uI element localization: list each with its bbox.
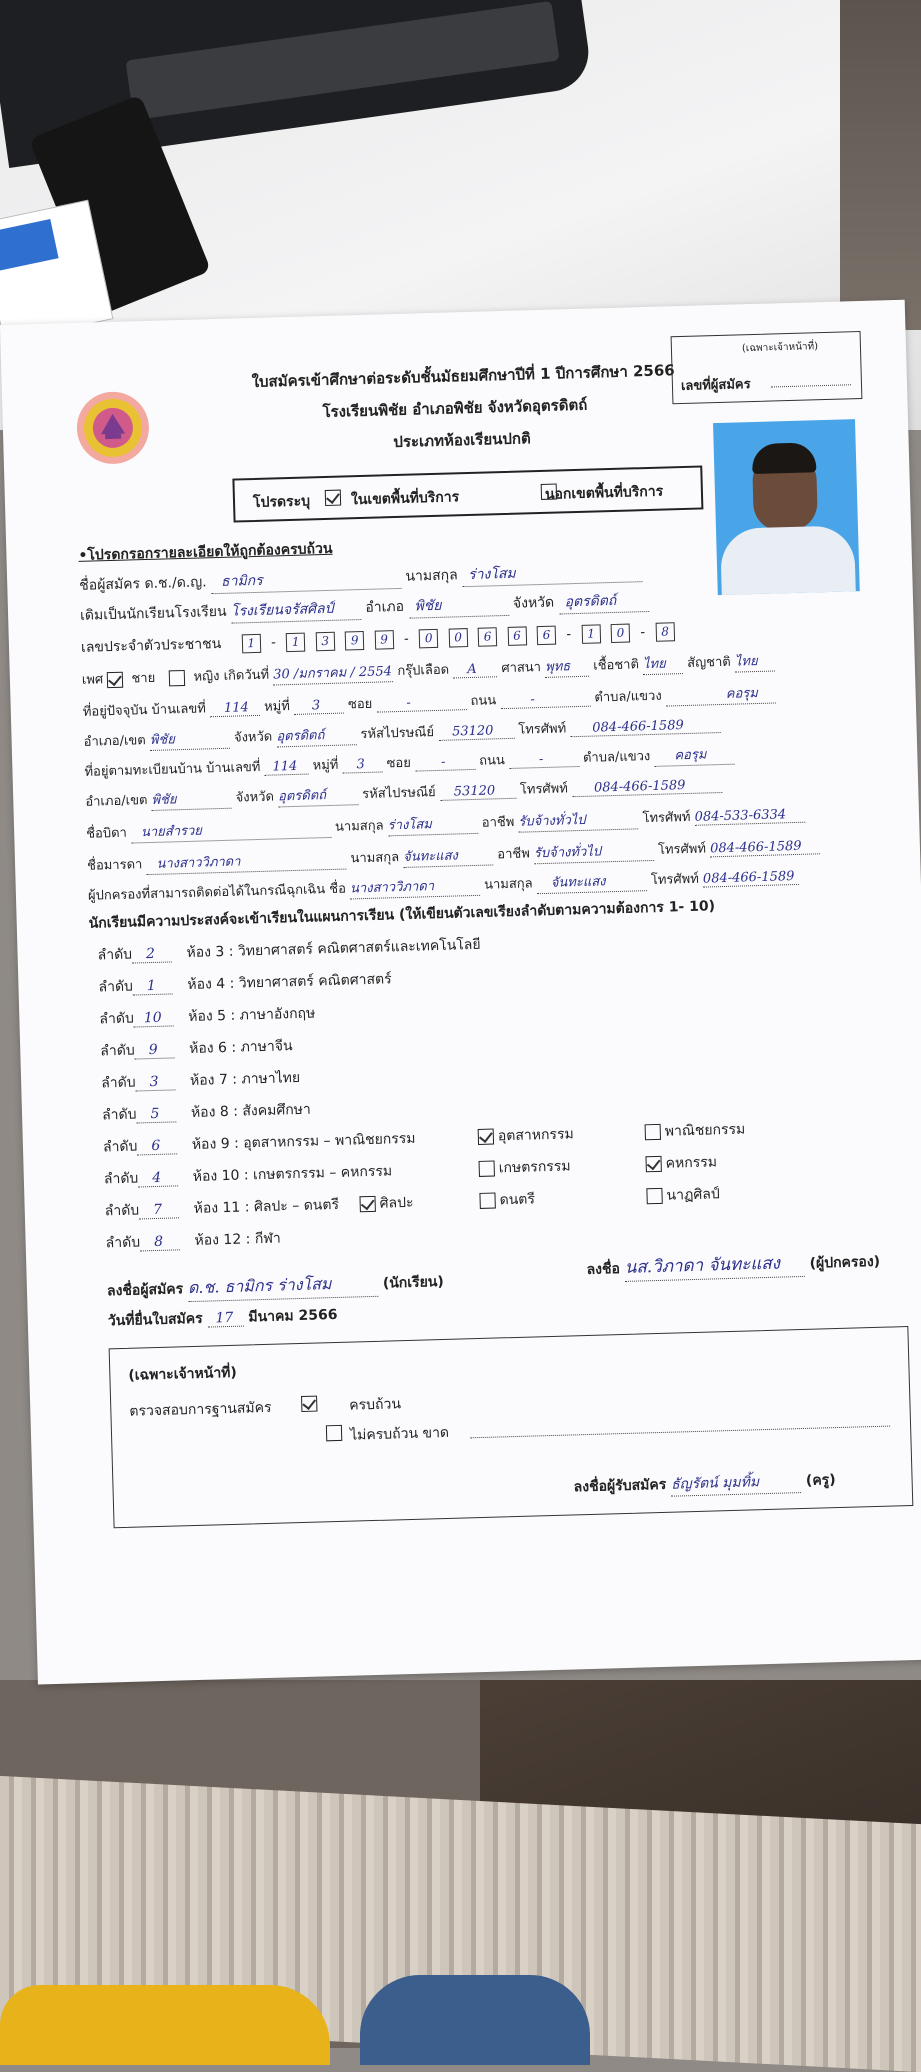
preference-room: ห้อง 6 : ภาษาจีน xyxy=(188,1038,293,1057)
opt-commerce xyxy=(644,1119,745,1144)
preference-row xyxy=(103,1128,416,1159)
order-label: ลำดับ xyxy=(97,946,133,964)
id-digit[interactable]: 0 xyxy=(448,628,468,648)
applicant-signature: ด.ช. ธามิกร ร่างโสม xyxy=(188,1271,379,1302)
father-surname: ร่างโสม xyxy=(387,812,478,837)
id-digit[interactable]: 6 xyxy=(537,626,557,646)
gender-label: เพศ xyxy=(81,672,104,688)
applicant-no-label: เลขที่ผู้สมัคร xyxy=(680,377,751,395)
art-label: ศิลปะ xyxy=(379,1194,414,1212)
preference-row xyxy=(98,968,392,998)
road: - xyxy=(500,691,590,710)
father-label: ชื่อบิดา xyxy=(86,825,128,842)
preference-rank[interactable]: 7 xyxy=(139,1201,179,1219)
guardian-signature-row xyxy=(586,1247,880,1283)
applicant-no-field xyxy=(771,384,851,387)
nationality-label: สัญชาติ xyxy=(686,654,731,671)
order-label: ลำดับ xyxy=(100,1042,135,1060)
order-label: ลำดับ xyxy=(98,978,134,996)
soi: - xyxy=(376,694,466,713)
first-name: ธามิกร xyxy=(211,566,402,594)
mother-label: ชื่อมารดา xyxy=(86,857,143,874)
opt-industry xyxy=(478,1123,574,1148)
opt-art xyxy=(359,1192,413,1215)
prev-school: โรงเรียนจรัสศิลป์ xyxy=(231,597,362,624)
incomplete-label: ไม่ครบถ้วน ขาด xyxy=(349,1424,450,1444)
background-shadow xyxy=(840,0,921,330)
guardian-phone: 084-466-1589 xyxy=(703,869,799,888)
id-label: เลขประจำตัวประชาชน xyxy=(80,635,222,656)
industry-checkbox[interactable] xyxy=(478,1129,494,1145)
yellow-fabric xyxy=(0,1985,330,2065)
school-name: โรงเรียนพิชัย อำเภอพิชัย จังหวัดอุตรดิตถ์ xyxy=(322,395,588,422)
preferences-heading: นักเรียนมีความประสงค์จะเข้าเรียนในแผนการเรียน (ให้เขียนตัวเลขเรียงลำดับตามความต้องการ 1- 10) xyxy=(88,898,716,932)
preference-rank[interactable]: 2 xyxy=(132,945,172,963)
preference-room: ห้อง 10 : เกษตรกรรม – คหกรรม xyxy=(192,1163,393,1185)
guardian-phone-label: โทรศัพท์ xyxy=(650,871,700,889)
birth-date: 30 /มกราคม / 2554 xyxy=(273,660,394,685)
commerce-label: พาณิชยกรรม xyxy=(664,1121,746,1140)
order-label: ลำดับ xyxy=(101,1106,137,1124)
moo: 3 xyxy=(294,698,344,715)
mother-job: รับจ้างทั่วไป xyxy=(534,839,655,864)
registry-province: อุตรดิตถ์ xyxy=(278,783,359,807)
postcode-label: รหัสไปรษณีย์ xyxy=(360,725,435,743)
incomplete-reason-field xyxy=(470,1426,890,1439)
id-row xyxy=(81,620,681,659)
registry-road: - xyxy=(509,751,579,769)
soi-label: ซอย xyxy=(347,696,373,713)
opt-agri xyxy=(478,1155,570,1180)
id-digit[interactable]: 1 xyxy=(581,624,601,644)
mother-job-label: อาชีพ xyxy=(497,846,531,863)
order-label: ลำดับ xyxy=(100,1074,136,1092)
registry-moo-label: หมู่ที่ xyxy=(312,757,339,774)
id-digit[interactable]: 1 xyxy=(286,633,306,653)
amphoe-label: อำเภอ/เขต xyxy=(83,733,146,750)
preference-room: ห้อง 3 : วิทยาศาสตร์ คณิตศาสตร์และเทคโนโลยี xyxy=(186,936,481,962)
id-digit[interactable]: 1 xyxy=(241,634,261,654)
id-dash: - xyxy=(640,625,646,641)
guardian-surname: จันทะแสง xyxy=(536,869,647,894)
preference-row xyxy=(102,1099,311,1127)
student-photo xyxy=(713,419,860,595)
registry-address-label: ที่อยู่ตามทะเบียนบ้าน บ้านเลขที่ xyxy=(84,759,261,780)
father-job-label: อาชีพ xyxy=(481,814,515,831)
preference-room: ห้อง 7 : ภาษาไทย xyxy=(189,1069,301,1089)
amphoe: พิชัย xyxy=(150,727,231,751)
preference-rank[interactable]: 1 xyxy=(133,977,173,995)
class-type: ประเภทห้องเรียนปกติ xyxy=(393,429,531,452)
registry-province-label: จังหวัด xyxy=(235,789,275,806)
check-label: ตรวจสอบการฐานสมัคร xyxy=(129,1399,272,1420)
preference-room: ห้อง 8 : สังคมศึกษา xyxy=(190,1101,312,1121)
name-label: ชื่อผู้สมัคร ด.ช./ด.ญ. xyxy=(79,574,207,594)
surname: ร่างโสม xyxy=(462,559,643,587)
preference-room: ห้อง 5 : ภาษาอังกฤษ xyxy=(188,1005,316,1026)
complete-label: ครบถ้วน xyxy=(349,1396,402,1414)
province-label: จังหวัด xyxy=(512,594,555,612)
incomplete-checkbox[interactable] xyxy=(326,1425,342,1441)
preference-rank[interactable]: 9 xyxy=(135,1041,175,1059)
registry-soi-label: ซอย xyxy=(386,755,412,772)
registry-moo: 3 xyxy=(342,756,382,773)
id-digit[interactable]: 6 xyxy=(507,626,527,646)
province-label: จังหวัด xyxy=(233,729,273,746)
male-label: ชาย xyxy=(131,670,156,687)
applicant-signature-label: ลงชื่อผู้สมัคร xyxy=(106,1281,184,1300)
receiver-signature: ธัญรัตน์ มุมทิ้ม xyxy=(671,1470,802,1497)
id-digit[interactable]: 9 xyxy=(345,631,365,651)
preference-rank[interactable]: 5 xyxy=(136,1105,176,1123)
registry-subdistrict: คอรุม xyxy=(654,743,735,767)
father-name: นายสำรวย xyxy=(131,816,332,844)
receiver-tag: (ครู) xyxy=(805,1472,836,1489)
blood-type: A xyxy=(453,661,497,678)
date-label: วันที่ยื่นใบสมัคร xyxy=(107,1310,203,1330)
office-title: (เฉพาะเจ้าหน้าที่) xyxy=(128,1364,238,1384)
application-form xyxy=(0,300,921,1685)
order-label: ลำดับ xyxy=(104,1202,140,1220)
father-job: รับจ้างทั่วไป xyxy=(518,807,639,832)
female-label: หญิง xyxy=(193,669,220,685)
industry-label: อุตสาหกรรม xyxy=(497,1126,574,1145)
phone-label: โทรศัพท์ xyxy=(518,721,567,738)
order-label: ลำดับ xyxy=(99,1010,135,1028)
office-note: (เฉพาะเจ้าหน้าที่) xyxy=(741,341,819,355)
drama-label: นาฏศิลป์ xyxy=(666,1186,720,1204)
surname-label: นามสกุล xyxy=(405,567,458,585)
guardian-signature-label: ลงชื่อ xyxy=(586,1261,621,1278)
prev-school-label: เดิมเป็นนักเรียนโรงเรียน xyxy=(79,603,227,624)
preference-room: ห้อง 12 : กีฬา xyxy=(194,1230,281,1249)
province: อุตรดิตถ์ xyxy=(558,589,649,615)
id-digit[interactable]: 6 xyxy=(478,627,498,647)
male-checkbox[interactable] xyxy=(107,671,123,687)
preference-row xyxy=(105,1228,281,1255)
music-label: ดนตรี xyxy=(499,1191,536,1209)
current-address-label: ที่อยู่ปัจจุบัน บ้านเลขที่ xyxy=(82,701,207,720)
registry-postcode-label: รหัสไปรษณีย์ xyxy=(361,785,436,803)
preference-row xyxy=(97,934,481,967)
commerce-checkbox[interactable] xyxy=(645,1124,661,1140)
date-rest: มีนาคม 2566 xyxy=(248,1306,338,1326)
id-digit[interactable]: 0 xyxy=(611,624,631,644)
preference-rank[interactable]: 8 xyxy=(140,1233,180,1251)
father-surname-label: นามสกุล xyxy=(334,818,384,835)
registry-subdistrict-label: ตำบล/แขวง xyxy=(582,749,651,766)
mother-surname: จันทะแสง xyxy=(403,843,494,868)
receiver-label: ลงชื่อผู้รับสมัคร xyxy=(573,1476,667,1496)
opt-music xyxy=(479,1188,535,1212)
in-area-checkbox[interactable] xyxy=(325,490,341,506)
preference-rank[interactable]: 4 xyxy=(138,1169,178,1187)
instruction: •โปรดกรอกรายละเอียดให้ถูกต้องครบถ้วน xyxy=(78,540,333,564)
agri-label: เกษตรกรรม xyxy=(498,1158,571,1177)
guardian-surname-label: นามสกุล xyxy=(483,876,533,893)
receiver-row xyxy=(573,1469,836,1499)
preference-rank[interactable]: 6 xyxy=(137,1137,177,1155)
preference-row xyxy=(104,1194,339,1223)
student-tag: (นักเรียน) xyxy=(382,1273,444,1292)
guardian-label: ผู้ปกครองที่สามารถติดต่อได้ในกรณีฉุกเฉิน ชื่อ xyxy=(87,881,347,904)
guardian-name: นางสาววิภาดา xyxy=(350,874,481,900)
subdistrict: คอรุม xyxy=(666,681,777,706)
school-logo-icon xyxy=(74,389,152,467)
date-row xyxy=(108,1304,338,1332)
office-box xyxy=(671,331,863,404)
father-phone: 084-533-6334 xyxy=(694,807,804,826)
id-dash: - xyxy=(566,627,572,643)
preference-room: ห้อง 11 : ศิลปะ – ดนตรี xyxy=(193,1196,340,1217)
id-dash: - xyxy=(270,635,277,651)
female-checkbox[interactable] xyxy=(169,669,185,685)
race-label: เชื้อชาติ xyxy=(593,657,640,674)
registry-amphoe-label: อำเภอ/เขต xyxy=(85,793,148,810)
nationality: ไทย xyxy=(735,650,776,673)
registry-house-no: 114 xyxy=(264,759,308,776)
order-label: ลำดับ xyxy=(103,1170,139,1188)
race: ไทย xyxy=(643,652,684,675)
religion-label: ศาสนา xyxy=(501,660,542,677)
registry-postcode: 53120 xyxy=(440,783,516,801)
subdistrict-label: ตำบล/แขวง xyxy=(594,688,662,706)
registry-phone: 084-466-1589 xyxy=(572,777,722,797)
preference-row xyxy=(101,1067,301,1095)
preference-rank[interactable]: 3 xyxy=(135,1073,175,1091)
phone: 084-466-1589 xyxy=(570,717,720,737)
blood-label: กรุ๊ปเลือด xyxy=(397,662,450,680)
home-economics-checkbox[interactable] xyxy=(645,1156,661,1172)
road-label: ถนน xyxy=(470,693,497,710)
opt-home xyxy=(645,1151,717,1175)
id-digit[interactable]: 3 xyxy=(315,632,335,652)
birth-label: เกิดวันที่ xyxy=(223,667,270,684)
registry-soi: - xyxy=(415,754,475,772)
jeans xyxy=(360,1975,590,2065)
house-no: 114 xyxy=(210,700,260,717)
preference-room: ห้อง 4 : วิทยาศาสตร์ คณิตศาสตร์ xyxy=(187,971,392,994)
in-area-label: ในเขตพื้นที่บริการ xyxy=(350,489,460,509)
complete-checkbox[interactable] xyxy=(301,1396,317,1412)
id-digit[interactable]: 0 xyxy=(419,629,439,649)
district-label: อำเภอ xyxy=(365,598,405,616)
guardian-tag: (ผู้ปกครอง) xyxy=(809,1253,881,1272)
agri-checkbox[interactable] xyxy=(479,1161,495,1177)
out-area-label: นอกเขตพื้นที่บริการ xyxy=(544,483,664,503)
preference-row xyxy=(99,1002,315,1030)
moo-label: หมู่ที่ xyxy=(263,699,291,715)
applicant-signature-row xyxy=(107,1269,444,1304)
mother-name: นางสาววิภาดา xyxy=(146,848,347,876)
registry-phone-label: โทรศัพท์ xyxy=(519,781,569,798)
registry-road-label: ถนน xyxy=(478,753,505,769)
mother-surname-label: นามสกุล xyxy=(350,850,400,867)
area-box xyxy=(232,465,703,522)
religion: พุทธ xyxy=(545,655,590,678)
music-checkbox[interactable] xyxy=(479,1193,495,1209)
id-digit[interactable]: 8 xyxy=(655,622,675,642)
id-digit[interactable]: 9 xyxy=(374,630,394,650)
district: พิชัย xyxy=(408,593,509,619)
order-label: ลำดับ xyxy=(105,1234,141,1252)
preference-room: ห้อง 9 : อุตสาหกรรม – พาณิชยกรรม xyxy=(191,1130,416,1153)
father-phone-label: โทรศัพท์ xyxy=(642,809,691,827)
postcode: 53120 xyxy=(438,723,514,741)
mother-phone: 084-466-1589 xyxy=(710,838,820,857)
mother-phone-label: โทรศัพท์ xyxy=(657,841,707,858)
preference-row xyxy=(104,1160,393,1190)
guardian-signature: นส.วิภาดา จันทะแสง xyxy=(624,1249,805,1282)
preference-row xyxy=(100,1035,293,1062)
address-province: อุตรดิตถ์ xyxy=(276,723,357,747)
drama-checkbox[interactable] xyxy=(646,1188,662,1204)
art-checkbox[interactable] xyxy=(359,1196,375,1212)
home-economics-label: คหกรรม xyxy=(665,1154,718,1172)
preference-rank[interactable]: 10 xyxy=(134,1009,174,1027)
registry-amphoe: พิชัย xyxy=(151,787,232,811)
opt-drama xyxy=(646,1183,720,1207)
order-label: ลำดับ xyxy=(102,1138,138,1156)
date-day: 17 xyxy=(207,1310,243,1328)
office-section xyxy=(109,1326,914,1528)
id-dash: - xyxy=(403,631,409,647)
form-title: ใบสมัครเข้าศึกษาต่อระดับชั้นมัธยมศึกษาปีที่ 1 ปีการศึกษา 2566 xyxy=(251,361,675,391)
area-label: โปรดระบุ xyxy=(252,493,311,512)
